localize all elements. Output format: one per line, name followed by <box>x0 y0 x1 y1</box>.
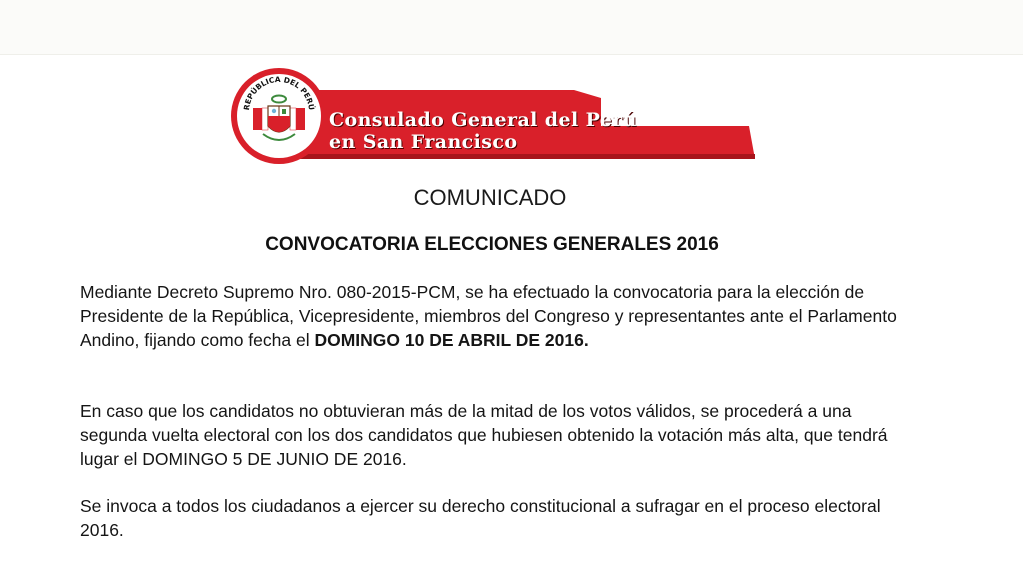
seal-text: REPÚBLICA DEL PERÚ <box>241 74 317 111</box>
top-bar <box>0 0 1023 55</box>
election-date: DOMINGO 10 DE ABRIL DE 2016. <box>314 330 589 350</box>
paragraph-convocation-text: Mediante Decreto Supremo Nro. 080-2015-PCM, se ha efectuado la convocatoria para la elección de Presidente de la República, Vicepresidente, miembros del Congreso y representantes ante el Parlamento Andino, fijando como fecha el <box>80 282 897 350</box>
paragraph-invitation: Se invoca a todos los ciudadanos a ejercer su derecho constitucional a sufragar en el proceso electoral 2016. <box>80 496 881 540</box>
consulate-name-line2: en San Francisco <box>329 131 518 153</box>
consulate-name-line1: Consulado General del Perú <box>329 109 637 131</box>
document-subtitle: CONVOCATORIA ELECCIONES GENERALES 2016 <box>265 234 719 255</box>
consulate-logo <box>229 68 759 166</box>
paragraph-convocation <box>80 280 910 352</box>
paragraph-second-round: En caso que los candidatos no obtuvieran más de la mitad de los votos válidos, se procederá a una segunda vuelta electoral con los dos candidatos que hubiesen obtenido la votación más alta, que tendrá lugar el DOMINGO 5 DE JUNIO DE 2016. <box>80 401 888 469</box>
document-title: COMUNICADO <box>413 185 567 210</box>
